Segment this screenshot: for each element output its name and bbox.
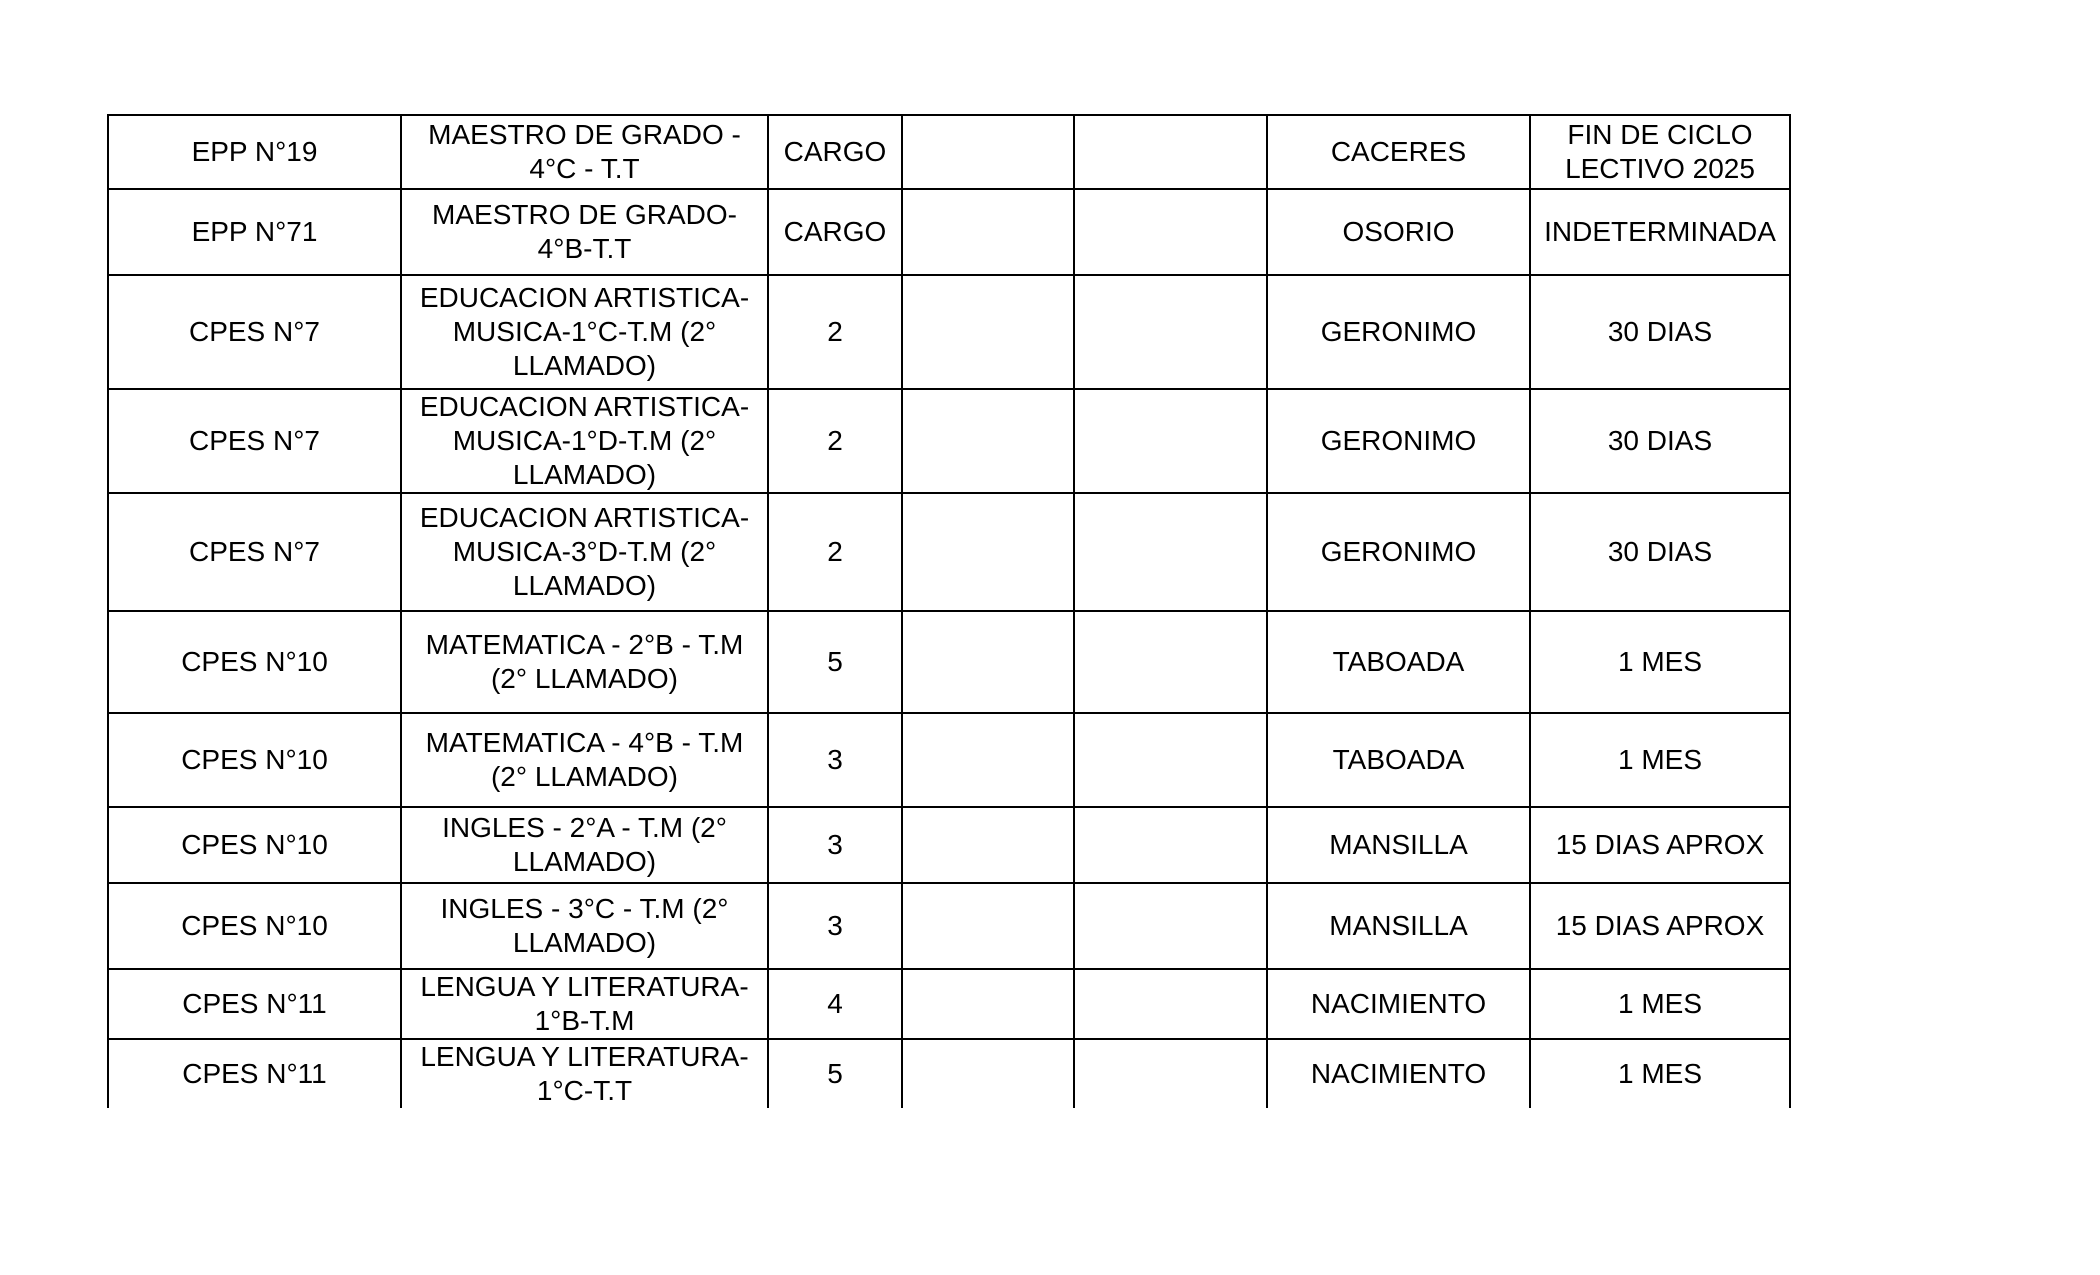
school-cell: CPES N°10 — [108, 611, 401, 713]
hours-cell: 3 — [768, 807, 902, 883]
hours-cell: CARGO — [768, 189, 902, 275]
school-cell: CPES N°10 — [108, 883, 401, 969]
hours-cell: 3 — [768, 713, 902, 807]
subject-cell: MATEMATICA - 2°B - T.M (2° LLAMADO) — [401, 611, 768, 713]
table-row — [108, 1039, 1790, 1108]
empty-cell — [902, 1039, 1074, 1108]
duration-cell: INDETERMINADA — [1530, 189, 1790, 275]
empty-cell — [902, 115, 1074, 189]
hours-cell: CARGO — [768, 115, 902, 189]
empty-cell — [1074, 115, 1267, 189]
empty-cell — [902, 389, 1074, 493]
table-row — [108, 807, 1790, 883]
hours-cell: 5 — [768, 611, 902, 713]
vacancy-table — [107, 114, 1791, 1108]
empty-cell — [1074, 883, 1267, 969]
table-row — [108, 969, 1790, 1039]
school-cell: CPES N°10 — [108, 713, 401, 807]
name-cell: CACERES — [1267, 115, 1530, 189]
subject-cell: MAESTRO DE GRADO - 4°C - T.T — [401, 115, 768, 189]
duration-cell: FIN DE CICLO LECTIVO 2025 — [1530, 115, 1790, 189]
duration-cell: 30 DIAS — [1530, 493, 1790, 611]
subject-cell: LENGUA Y LITERATURA-1°B-T.M — [401, 969, 768, 1039]
table-row — [108, 389, 1790, 493]
subject-cell: EDUCACION ARTISTICA-MUSICA-1°C-T.M (2° LLAMADO) — [401, 275, 768, 389]
empty-cell — [902, 713, 1074, 807]
empty-cell — [902, 807, 1074, 883]
hours-cell: 2 — [768, 493, 902, 611]
name-cell: OSORIO — [1267, 189, 1530, 275]
empty-cell — [1074, 713, 1267, 807]
school-cell: EPP N°19 — [108, 115, 401, 189]
subject-cell: EDUCACION ARTISTICA-MUSICA-3°D-T.M (2° LLAMADO) — [401, 493, 768, 611]
school-cell: CPES N°7 — [108, 275, 401, 389]
hours-cell: 3 — [768, 883, 902, 969]
duration-cell: 30 DIAS — [1530, 389, 1790, 493]
duration-cell: 15 DIAS APROX — [1530, 807, 1790, 883]
subject-cell: LENGUA Y LITERATURA-1°C-T.T — [401, 1039, 768, 1108]
subject-cell: INGLES - 3°C - T.M (2° LLAMADO) — [401, 883, 768, 969]
name-cell: NACIMIENTO — [1267, 969, 1530, 1039]
table-row — [108, 883, 1790, 969]
hours-cell: 2 — [768, 389, 902, 493]
name-cell: TABOADA — [1267, 713, 1530, 807]
empty-cell — [1074, 969, 1267, 1039]
empty-cell — [1074, 493, 1267, 611]
empty-cell — [902, 883, 1074, 969]
school-cell: CPES N°10 — [108, 807, 401, 883]
empty-cell — [1074, 807, 1267, 883]
name-cell: GERONIMO — [1267, 389, 1530, 493]
duration-cell: 15 DIAS APROX — [1530, 883, 1790, 969]
empty-cell — [1074, 189, 1267, 275]
school-cell: CPES N°11 — [108, 1039, 401, 1108]
school-cell: CPES N°11 — [108, 969, 401, 1039]
hours-cell: 2 — [768, 275, 902, 389]
hours-cell: 5 — [768, 1039, 902, 1108]
duration-cell: 1 MES — [1530, 713, 1790, 807]
school-cell: CPES N°7 — [108, 389, 401, 493]
duration-cell: 1 MES — [1530, 611, 1790, 713]
subject-cell: EDUCACION ARTISTICA-MUSICA-1°D-T.M (2° LLAMADO) — [401, 389, 768, 493]
school-cell: CPES N°7 — [108, 493, 401, 611]
school-cell: EPP N°71 — [108, 189, 401, 275]
empty-cell — [1074, 611, 1267, 713]
duration-cell: 1 MES — [1530, 969, 1790, 1039]
table-row — [108, 493, 1790, 611]
name-cell: MANSILLA — [1267, 883, 1530, 969]
subject-cell: MATEMATICA - 4°B - T.M (2° LLAMADO) — [401, 713, 768, 807]
empty-cell — [902, 611, 1074, 713]
subject-cell: MAESTRO DE GRADO-4°B-T.T — [401, 189, 768, 275]
hours-cell: 4 — [768, 969, 902, 1039]
name-cell: TABOADA — [1267, 611, 1530, 713]
name-cell: MANSILLA — [1267, 807, 1530, 883]
table-row — [108, 189, 1790, 275]
empty-cell — [902, 189, 1074, 275]
table-row — [108, 115, 1790, 189]
duration-cell: 30 DIAS — [1530, 275, 1790, 389]
subject-cell: INGLES - 2°A - T.M (2° LLAMADO) — [401, 807, 768, 883]
name-cell: GERONIMO — [1267, 275, 1530, 389]
empty-cell — [902, 275, 1074, 389]
empty-cell — [1074, 389, 1267, 493]
table-row — [108, 611, 1790, 713]
empty-cell — [1074, 1039, 1267, 1108]
table-row — [108, 275, 1790, 389]
empty-cell — [1074, 275, 1267, 389]
empty-cell — [902, 493, 1074, 611]
name-cell: GERONIMO — [1267, 493, 1530, 611]
empty-cell — [902, 969, 1074, 1039]
duration-cell: 1 MES — [1530, 1039, 1790, 1108]
name-cell: NACIMIENTO — [1267, 1039, 1530, 1108]
table-row — [108, 713, 1790, 807]
